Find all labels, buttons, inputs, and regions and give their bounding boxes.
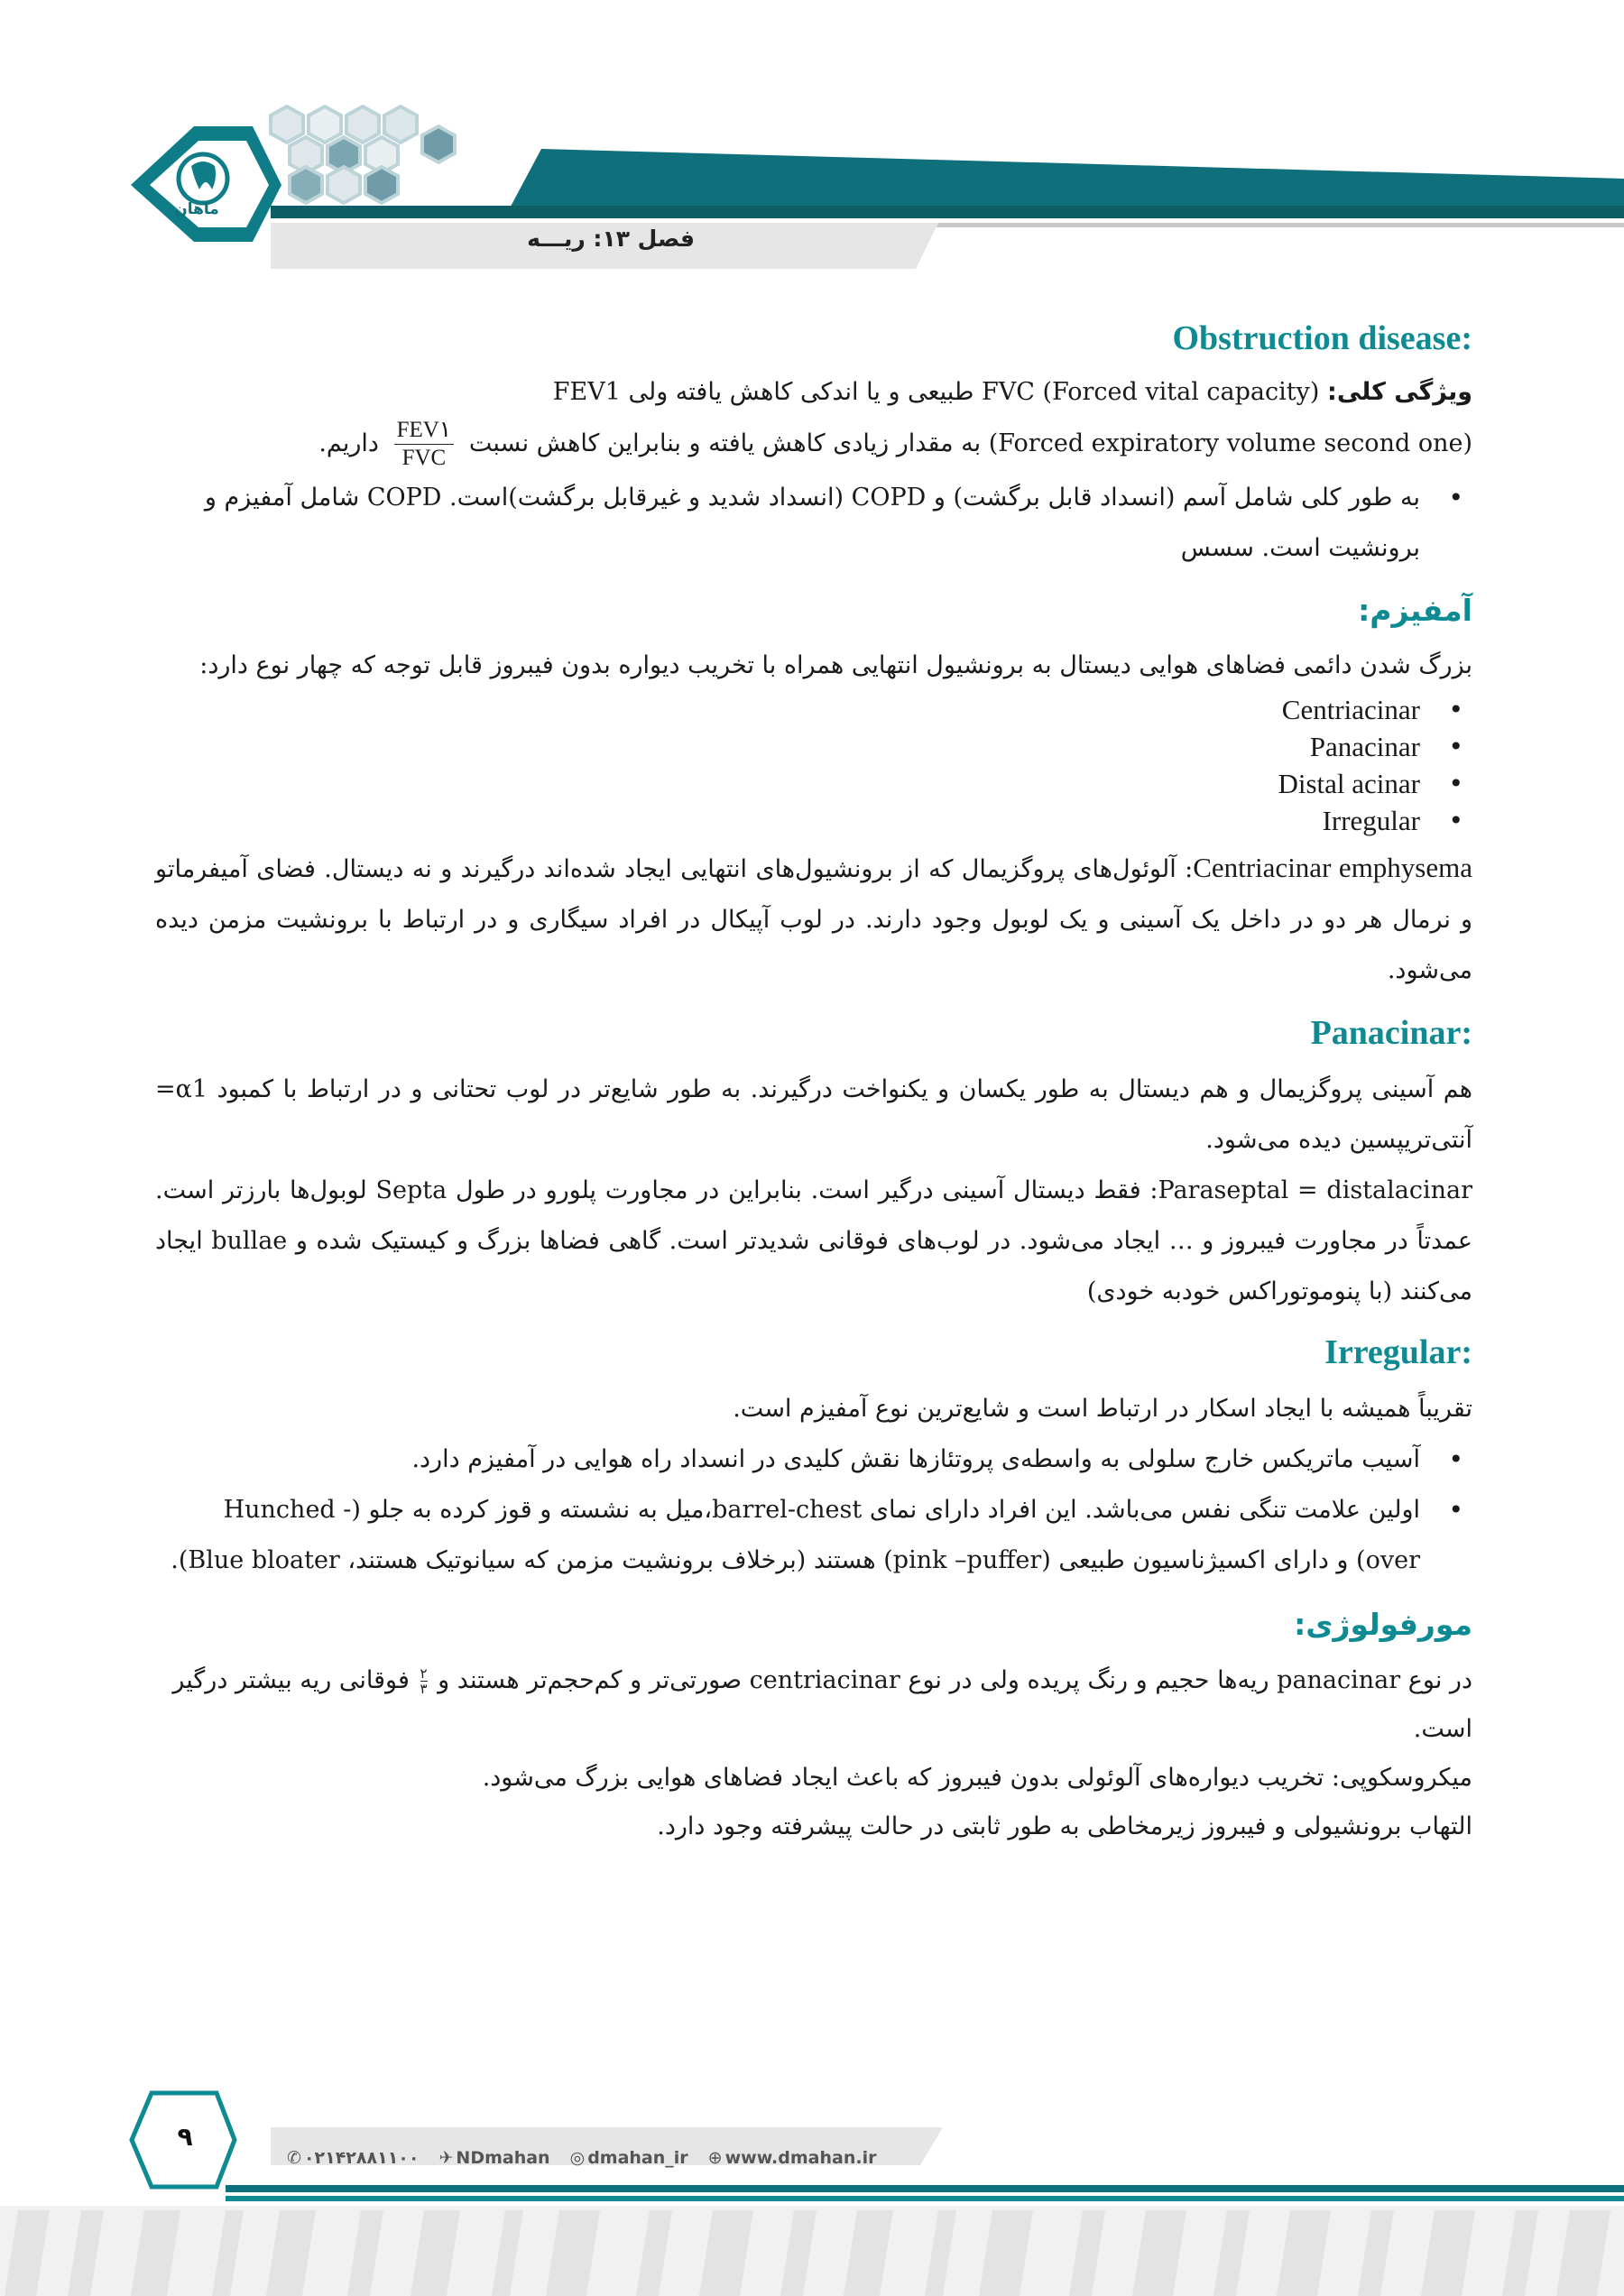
chapter-title: فصل ۱۳: ریـــه — [527, 226, 695, 252]
website-contact[interactable] — [708, 2148, 877, 2168]
morphology-text-1a: در نوع panacinar ریه‌ها حجیم و رنگ پریده ولی در نوع centriacinar صورتی‌تر و کم‌حجم‌تر هستند و — [438, 1666, 1472, 1694]
emphysema-intro: بزرگ شدن دائمی فضاهای هوایی دیستال به برونشیول انتهایی همراه با تخریب دیواره بدون فیبروز قابل توجه که چهار نوع دارد: — [199, 651, 1472, 679]
morphology-text-1b: فوقانی ریه بیشتر درگیر است. — [172, 1666, 1472, 1743]
page-content — [155, 307, 1472, 1851]
phone-icon: ✆ — [287, 2148, 301, 2168]
obstruction-label: ویژگی کلی: — [1327, 378, 1472, 406]
fraction-denominator: FVC — [401, 446, 447, 470]
fraction-denominator: ۳ — [420, 1681, 428, 1697]
centriacinar-paragraph — [155, 843, 1472, 996]
globe-icon: ⊕ — [707, 2148, 723, 2168]
list-item: • Centriacinar — [155, 691, 1420, 728]
obstruction-line-2 — [155, 415, 1472, 473]
instagram-handle: dmahan_ir — [587, 2148, 688, 2168]
irregular-bullets — [155, 1434, 1472, 1586]
obstruction-text-2: (Forced expiratory volume second one) به مقدار زیادی کاهش یافته و بنابراین کاهش نسبت — [468, 429, 1472, 457]
phone-number: ۰۲۱۴۲۸۸۱۱۰۰ — [303, 2148, 420, 2168]
emphysema-types-list — [155, 691, 1472, 839]
website-link[interactable]: www.dmahan.ir — [724, 2148, 877, 2168]
irregular-intro: تقریباً همیشه با ایجاد اسکار در ارتباط است و شایع‌ترین نوع آمفیزم است. — [733, 1395, 1472, 1423]
telegram-icon: ✈ — [438, 2148, 454, 2168]
telegram-contact — [439, 2148, 550, 2168]
logo-text: ماهان — [174, 200, 219, 218]
footer-contacts — [287, 2147, 876, 2169]
obstruction-line-1 — [155, 370, 1472, 415]
section-title-irregular: :Irregular — [1324, 1333, 1472, 1371]
two-thirds-fraction — [420, 1666, 428, 1696]
header-banner — [0, 0, 1624, 298]
centriacinar-text: : آلوئول‌های پروگزیمال که از برونشیول‌های انتهایی ایجاد شده‌اند درگیرند و نه دیستال. فضای آمیفرماتو و نرمال هر دو در داخل یک آسینی و یک لوبول وجود دارند. در لوب آپیکال در افراد سیگاری و در ارتباط با برونشیت مزمن دیده می‌شود. — [155, 855, 1472, 984]
section-title-emphysema: آمفیزم: — [1358, 593, 1472, 628]
phone-contact — [287, 2148, 420, 2168]
centriacinar-label: Centriacinar emphysema — [1193, 852, 1472, 883]
grunge-pattern — [0, 2206, 1624, 2296]
morphology-line-2: میکروسکوپی: تخریب دیواره‌های آلوئولی بدون فیبروز که باعث ایجاد فضاهای هوایی بزرگ می‌شود. — [482, 1764, 1472, 1792]
footer-banner — [0, 2075, 1624, 2296]
morphology-line-3: التهاب برونشیولی و فیبروز زیرمخاطی به طور ثابتی در حالت پیشرفته وجود دارد. — [657, 1812, 1472, 1840]
obstruction-text-1: FVC (Forced vital capacity) طبیعی و یا اندکی کاهش یافته ولی FEV1 — [552, 378, 1328, 406]
list-item: • Distal acinar — [155, 765, 1420, 802]
morphology-line-1 — [155, 1656, 1472, 1754]
fev1-fvc-fraction — [394, 417, 455, 472]
list-item: • اولین علامت تنگی نفس می‌باشد. این افراد دارای نمای barrel-chest،میل به نشسته و قوز کرده به جلو (Hunched - over) و دارای اکسیژناسیون طبیعی (pink –puffer) هستند (برخلاف برونشیت مزمن که سیانوتیک هستند، Blue bloater). — [155, 1485, 1420, 1586]
page-number: ۹ — [177, 2122, 193, 2152]
list-item: • Panacinar — [155, 728, 1420, 765]
fraction-numerator: FEV۱ — [394, 417, 455, 445]
list-item: • آسیب ماتریکس خارج سلولی به واسطه‌ی پروتئازها نقش کلیدی در انسداد راه هوایی در آمفیزم دارد. — [155, 1434, 1420, 1485]
section-title-morphology: مورفولوژی: — [1294, 1607, 1472, 1642]
hexagon-cluster — [271, 106, 455, 203]
section-title-obstruction: :Obstruction disease — [1172, 319, 1472, 357]
list-item: • Irregular — [155, 802, 1420, 839]
telegram-handle: NDmahan — [456, 2148, 550, 2168]
fraction-numerator: ۲ — [420, 1665, 428, 1682]
obstruction-bullets — [155, 473, 1472, 574]
obstruction-text-2-end: داریم. — [318, 429, 379, 457]
instagram-icon: ◎ — [569, 2148, 586, 2168]
instagram-contact — [570, 2148, 688, 2168]
section-title-panacinar: :Panacinar — [1310, 1014, 1472, 1052]
list-item: • به طور کلی شامل آسم (انسداد قابل برگشت) و COPD (انسداد شدید و غیرقابل برگشت)است. COPD شامل آمفیزم و برونشیت است. سسس — [155, 473, 1420, 574]
panacinar-paragraph-1: هم آسینی پروگزیمال و هم دیستال به طور یکسان و یکنواخت درگیرند. به طور شایع‌تر در لوب تحتانی و در ارتباط با کمبود α1= آنتی‌تریپسین دیده می‌شود. — [155, 1075, 1472, 1154]
paraseptal-paragraph: Paraseptal = distalacinar: فقط دیستال آسینی درگیر است. بنابراین در مجاورت پلورو در طول Septa لوبول‌ها بارزتر است. عمدتاً در مجاورت فیبروز و … ایجاد می‌شود. در لوب‌های فوقانی شدیدتر است. گاهی فضاها بزرگ و کیستیک شده و bullae ایجاد می‌کنند (با پنوموتوراکس خودبه خودی) — [155, 1176, 1473, 1305]
